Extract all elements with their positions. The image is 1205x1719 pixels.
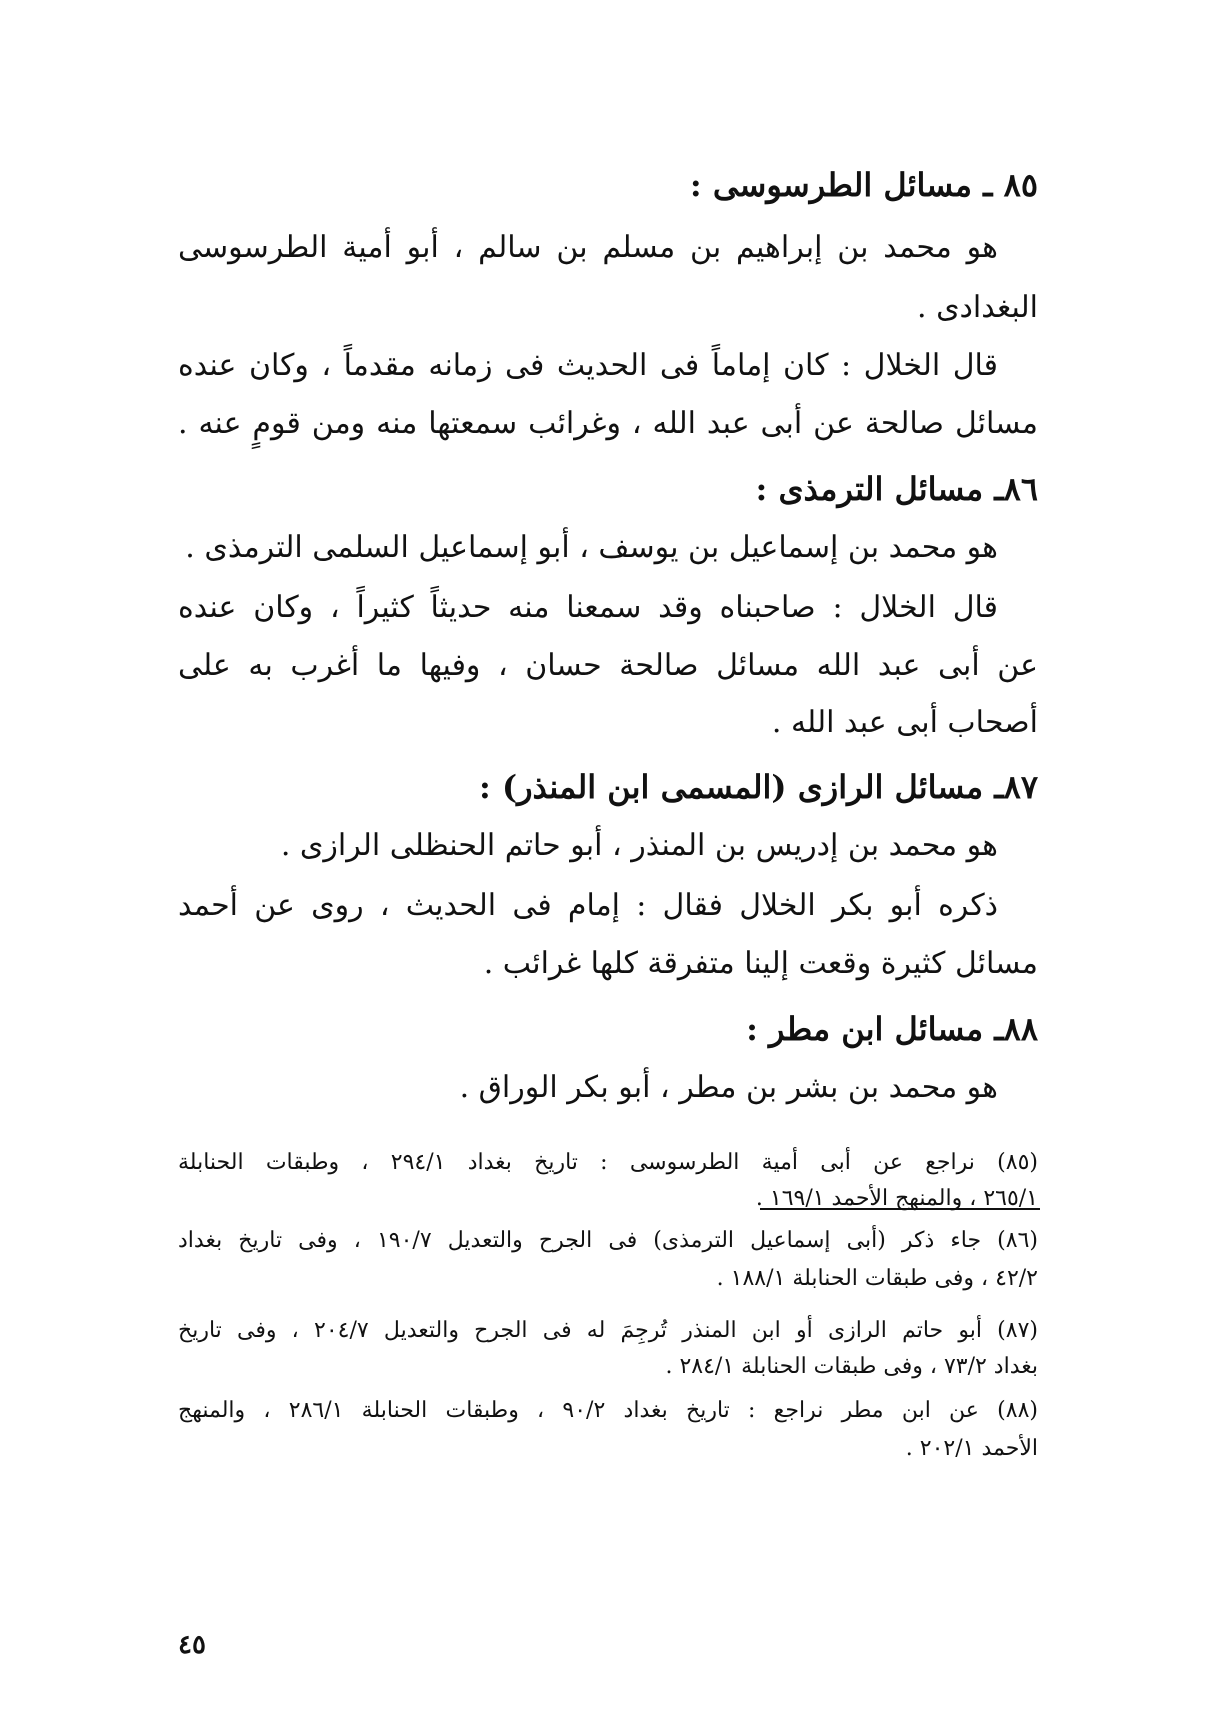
body-line: هو محمد بن إدريس بن المنذر ، أبو حاتم الحنظلى الرازى .: [280, 828, 998, 863]
footnote-line: ٢٦٥/١ ، والمنهج الأحمد ١٦٩/١ .: [755, 1186, 1038, 1211]
body-line: أصحاب أبى عبد الله .: [771, 705, 1038, 740]
body-line: عن أبى عبد الله مسائل صالحة حسان ، وفيها ما أغرب به على: [178, 648, 1038, 683]
body-line: قال الخلال : كان إماماً فى الحديث فى زمانه مقدماً ، وكان عنده: [178, 348, 998, 383]
page-number: ٤٥: [178, 1630, 206, 1660]
body-line: هو محمد بن إبراهيم بن مسلم بن سالم ، أبو أمية الطرسوسى: [178, 230, 998, 265]
section-heading-85: ٨٥ ـ مسائل الطرسوسى :: [689, 166, 1038, 204]
footnote-divider: [760, 1208, 1040, 1210]
body-line: البغدادى .: [917, 290, 1038, 325]
body-line: هو محمد بن بشر بن مطر ، أبو بكر الوراق .: [459, 1070, 998, 1105]
footnote-line: بغداد ٧٣/٢ ، وفى طبقات الحنابلة ٢٨٤/١ .: [665, 1354, 1038, 1379]
body-line: قال الخلال : صاحبناه وقد سمعنا منه حديثاً كثيراً ، وكان عنده: [178, 590, 998, 625]
body-line: هو محمد بن إسماعيل بن يوسف ، أبو إسماعيل السلمى الترمذى .: [185, 530, 998, 565]
footnote-line: ٤٢/٢ ، وفى طبقات الحنابلة ١٨٨/١ .: [716, 1266, 1038, 1291]
section-heading-88: ٨٨ـ مسائل ابن مطر :: [746, 1010, 1038, 1048]
section-heading-87: ٨٧ـ مسائل الرازى (المسمى ابن المنذر) :: [478, 768, 1038, 806]
body-line: مسائل كثيرة وقعت إلينا متفرقة كلها غرائب .: [483, 946, 1038, 981]
section-heading-86: ٨٦ـ مسائل الترمذى :: [755, 470, 1038, 508]
footnote-line: (٨٥) نراجع عن أبى أمية الطرسوسى : تاريخ بغداد ٢٩٤/١ ، وطبقات الحنابلة: [178, 1150, 1038, 1175]
footnote-line: (٨٦) جاء ذكر (أبى إسماعيل الترمذى) فى الجرح والتعديل ١٩٠/٧ ، وفى تاريخ بغداد: [178, 1228, 1038, 1253]
footnote-line: (٨٧) أبو حاتم الرازى أو ابن المنذر تُرجِمَ له فى الجرح والتعديل ٢٠٤/٧ ، وفى تاريخ: [178, 1318, 1038, 1343]
footnote-line: الأحمد ٢٠٢/١ .: [905, 1436, 1038, 1461]
footnote-line: (٨٨) عن ابن مطر نراجع : تاريخ بغداد ٩٠/٢ ، وطبقات الحنابلة ٢٨٦/١ ، والمنهج: [178, 1398, 1039, 1423]
body-line: ذكره أبو بكر الخلال فقال : إمام فى الحديث ، روى عن أحمد: [178, 888, 998, 923]
body-line: مسائل صالحة عن أبى عبد الله ، وغرائب سمعتها منه ومن قومٍ عنه .: [178, 406, 1038, 441]
